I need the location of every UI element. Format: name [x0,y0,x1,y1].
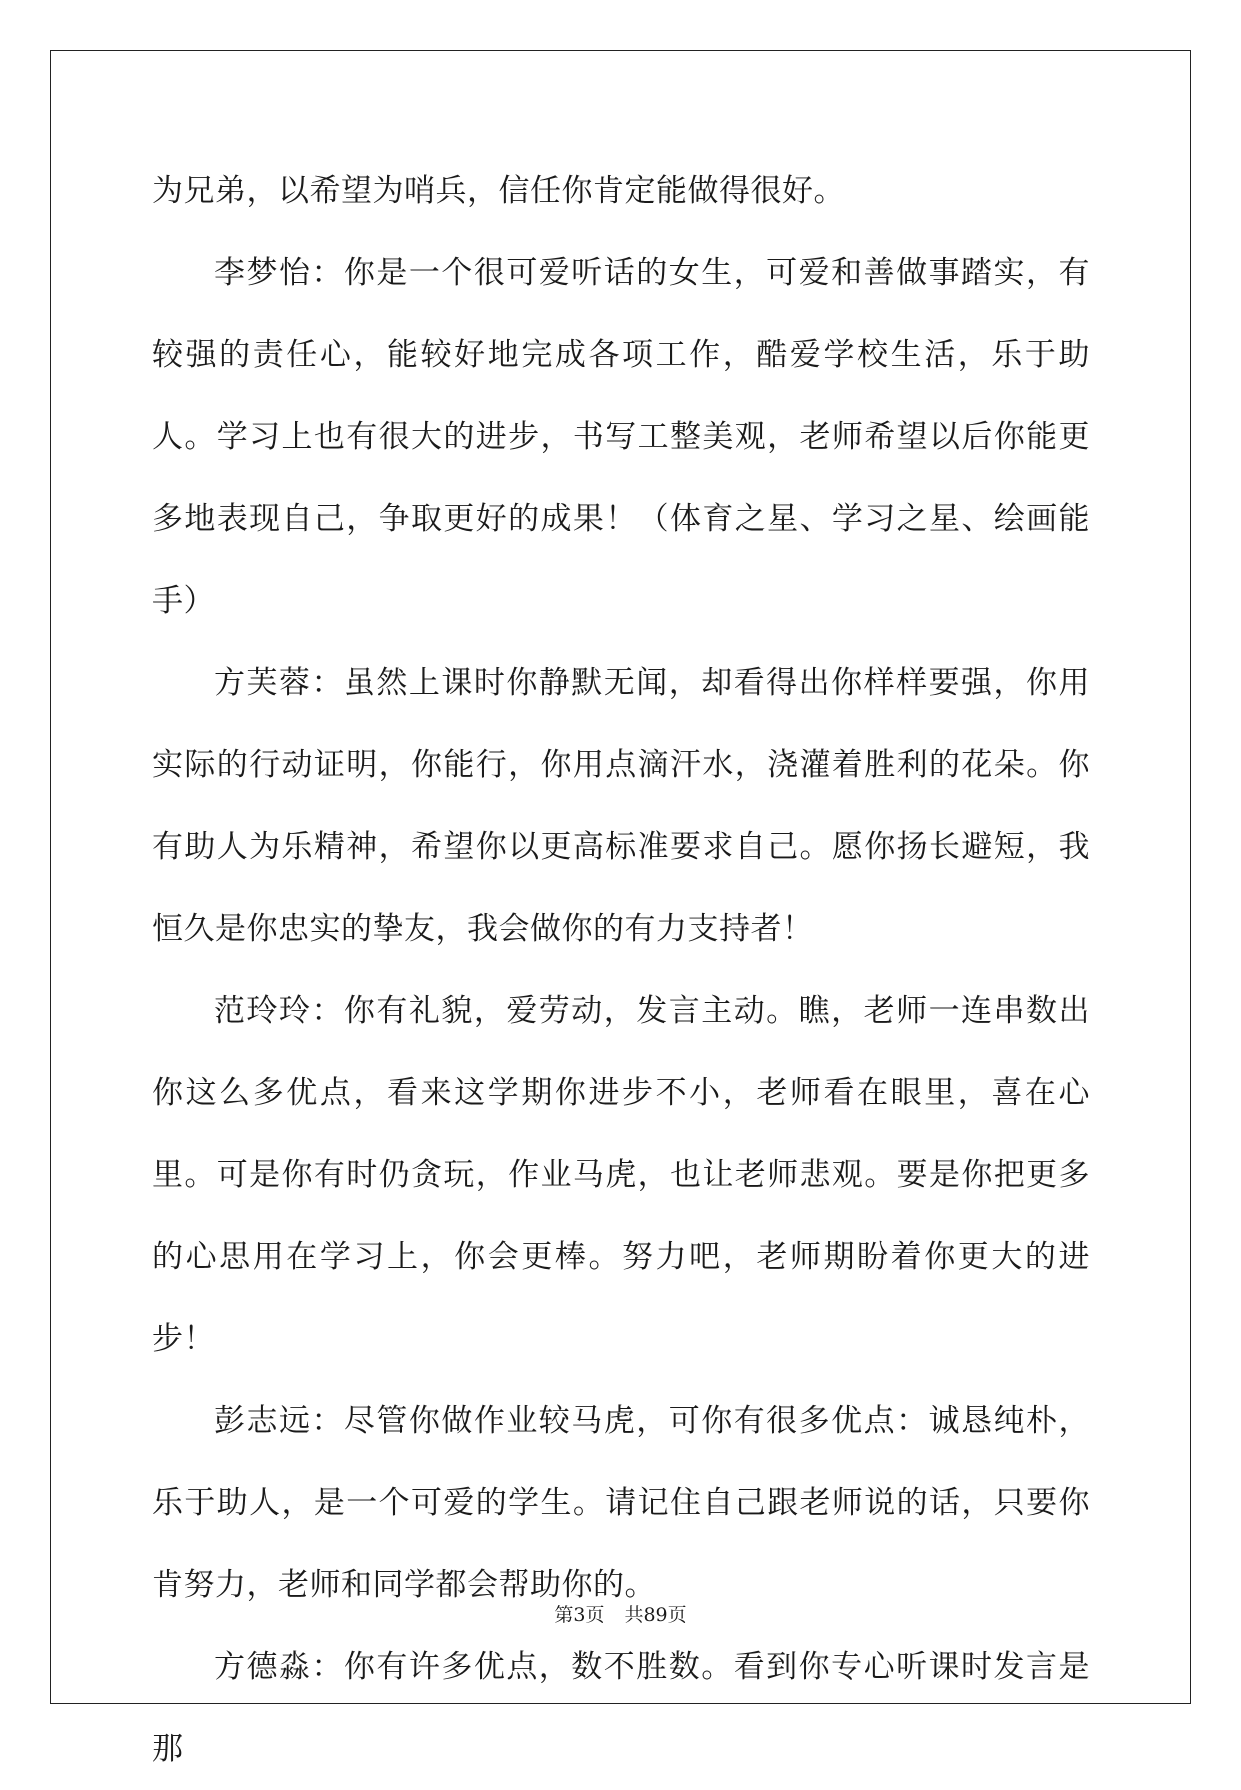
paragraph: 彭志远：尽管你做作业较马虎，可你有很多优点：诚恳纯朴，乐于助人，是一个可爱的学生。请记住自己跟老师说的话，只要你肯努力，老师和同学都会帮助你的。 [152,1403,1090,1603]
page-number: 第3页 [554,1604,605,1626]
paragraph: 方芙蓉：虽然上课时你静默无闻，却看得出你样样要强，你用实际的行动证明，你能行，你用点滴汗水，浇灌着胜利的花朵。你有助人为乐精神，希望你以更高标准要求自己。愿你扬长避短，我恒久是你忠实的挚友，我会做你的有力支持者！ [152,665,1090,947]
document-body [152,150,1090,1790]
paragraph: 方德淼：你有许多优点，数不胜数。看到你专心听课时发言是那 [152,1649,1090,1767]
paragraph: 李梦怡：你是一个很可爱听话的女生，可爱和善做事踏实，有较强的责任心，能较好地完成各项工作，酷爱学校生活，乐于助人。学习上也有很大的进步，书写工整美观，老师希望以后你能更多地表现自己，争取更好的成果！（体育之星、学习之星、绘画能手） [152,255,1090,619]
page-footer [0,1600,1241,1627]
page-total: 共89页 [624,1604,687,1626]
paragraph: 范玲玲：你有礼貌，爱劳动，发言主动。瞧，老师一连串数出你这么多优点，看来这学期你进步不小，老师看在眼里，喜在心里。可是你有时仍贪玩，作业马虎，也让老师悲观。要是你把更多的心思用在学习上，你会更棒。努力吧，老师期盼着你更大的进步！ [152,993,1090,1357]
paragraph: 为兄弟，以希望为哨兵，信任你肯定能做得很好。 [152,173,845,209]
